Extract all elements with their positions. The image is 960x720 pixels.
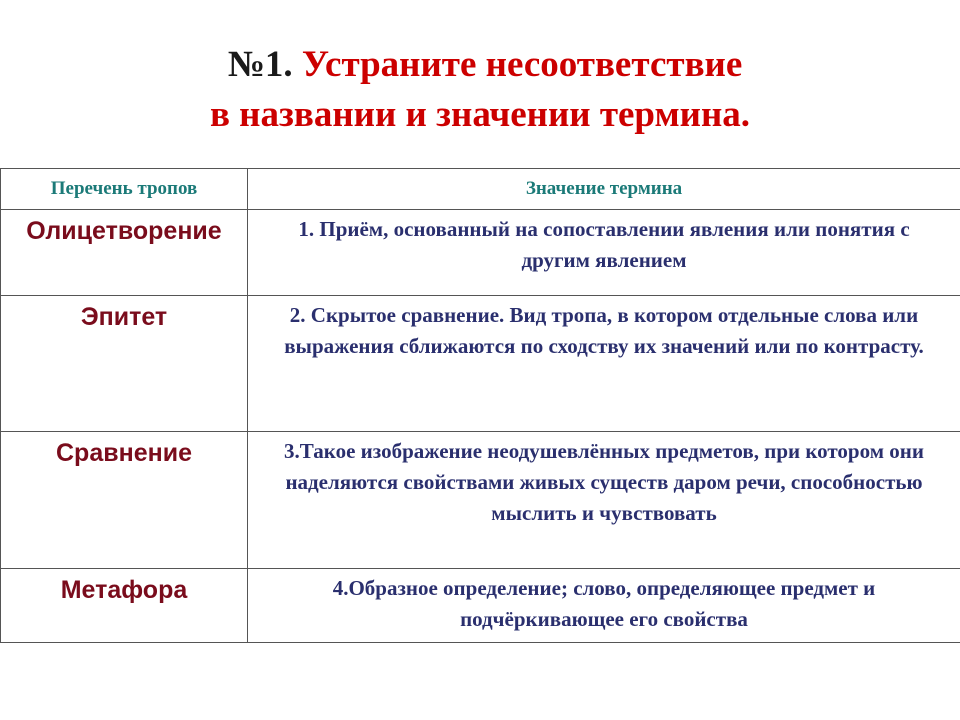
header-meaning: Значение термина	[248, 169, 960, 210]
meaning-1: 1. Приём, основанный на сопоставлении явления или понятия с другим явлением	[298, 217, 910, 272]
meaning-cell	[248, 296, 960, 432]
table-row	[1, 432, 960, 569]
meaning-3: 3.Такое изображение неодушевлённых предметов, при котором они наделяются свойствами живых существ даром речи, способностью мыслить и чувствовать	[284, 439, 924, 525]
table-row	[1, 210, 960, 296]
term-comparison: Сравнение	[56, 439, 192, 467]
meaning-cell	[248, 210, 960, 296]
title-text-line-2: в названии и значении термина.	[209, 94, 751, 135]
meaning-cell	[248, 569, 960, 643]
meaning-cell	[248, 432, 960, 569]
term-epithet: Эпитет	[80, 303, 168, 331]
header-term: Перечень тропов	[1, 169, 248, 210]
terms-table	[0, 168, 960, 643]
term-metaphor: Метафора	[60, 576, 188, 604]
title-line-1	[0, 40, 960, 90]
meaning-4: 4.Образное определение; слово, определяющее предмет и подчёркивающее его свойства	[332, 576, 876, 631]
task-number: №1.	[227, 44, 293, 85]
table-row	[1, 569, 960, 643]
term-cell	[1, 569, 248, 643]
term-cell	[1, 432, 248, 569]
term-personification: Олицетворение	[26, 217, 222, 245]
page-title	[0, 40, 960, 140]
table-row	[1, 296, 960, 432]
meaning-2: 2. Скрытое сравнение. Вид тропа, в котором отдельные слова или выражения сближаются по сходству их значений или по контрасту.	[284, 303, 924, 358]
table-header-row	[1, 169, 960, 210]
term-cell	[1, 296, 248, 432]
title-text-line-1: Устраните несоответствие	[301, 44, 743, 85]
term-cell	[1, 210, 248, 296]
